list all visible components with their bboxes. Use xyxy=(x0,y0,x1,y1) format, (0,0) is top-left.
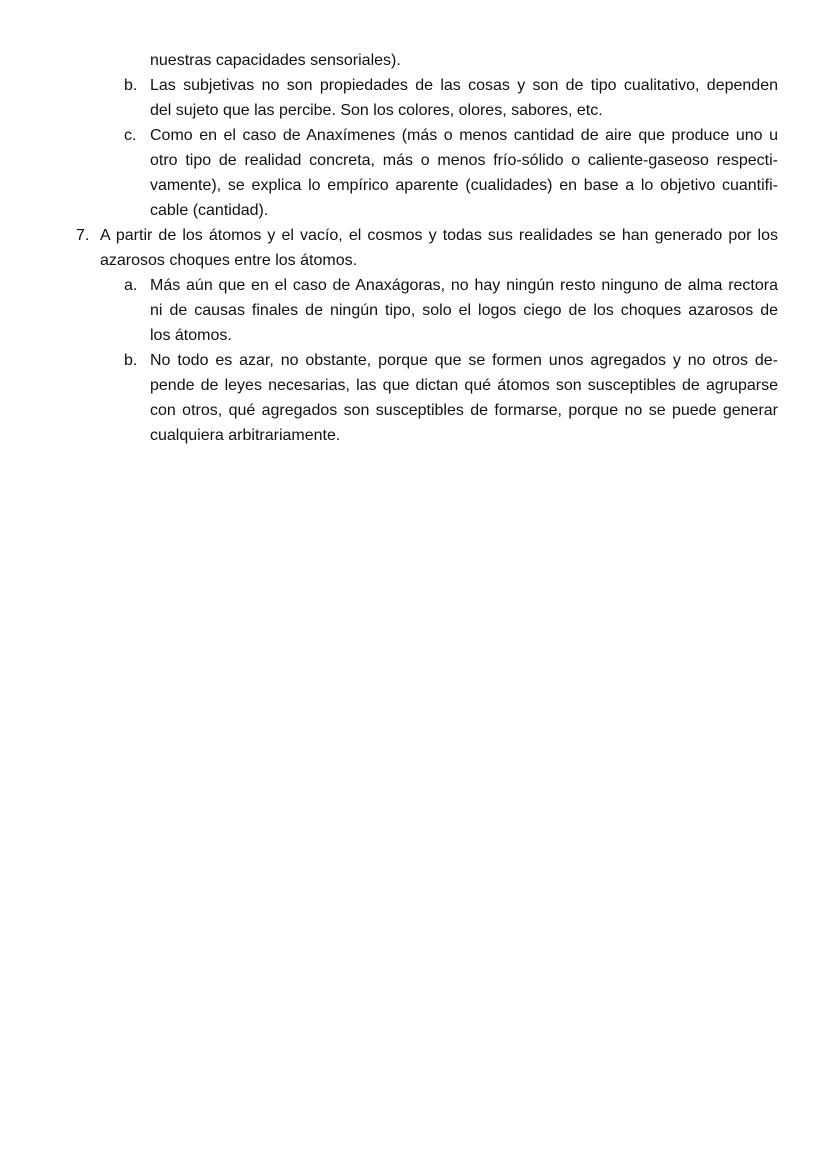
paragraph-line: con otros, qué agregados son susceptibles de formarse, porque no se puede generar xyxy=(150,402,778,419)
paragraph-line: Las subjetivas no son propiedades de las cosas y son de tipo cualitativo, dependen xyxy=(150,77,778,94)
paragraph-line: Como en el caso de Anaxímenes (más o menos cantidad de aire que produce uno u xyxy=(150,127,778,144)
paragraph-line: ni de causas finales de ningún tipo, solo el logos ciego de los choques azarosos de xyxy=(150,302,778,319)
paragraph-line: Más aún que en el caso de Anaxágoras, no hay ningún resto ninguno de alma rectora xyxy=(150,277,778,294)
paragraph-line: cualquiera arbitrariamente. xyxy=(150,427,341,444)
list-marker-b: b. xyxy=(124,352,138,369)
paragraph-line: pende de leyes necesarias, las que dictan qué átomos son susceptibles de agruparse xyxy=(150,377,778,394)
paragraph-line: azarosos choques entre los átomos. xyxy=(100,252,358,269)
paragraph-line: A partir de los átomos y el vacío, el cosmos y todas sus realidades se han generado por los xyxy=(100,227,778,244)
continuation-line: nuestras capacidades sensoriales). xyxy=(150,52,401,69)
paragraph-line: cable (cantidad). xyxy=(150,202,269,219)
list-marker-c: c. xyxy=(124,127,137,144)
list-marker-b: b. xyxy=(124,77,138,94)
list-marker-a: a. xyxy=(124,277,138,294)
paragraph-line: otro tipo de realidad concreta, más o menos frío-sólido o caliente-gaseoso respecti- xyxy=(150,152,778,169)
paragraph-line: del sujeto que las percibe. Son los colores, olores, sabores, etc. xyxy=(150,102,603,119)
paragraph-line: vamente), se explica lo empírico aparente (cualidades) en base a lo objetivo cuantifi- xyxy=(150,177,778,194)
paragraph-line: los átomos. xyxy=(150,327,232,344)
list-marker-7: 7. xyxy=(76,227,90,244)
paragraph-line: No todo es azar, no obstante, porque que se formen unos agregados y no otros de- xyxy=(150,352,778,369)
